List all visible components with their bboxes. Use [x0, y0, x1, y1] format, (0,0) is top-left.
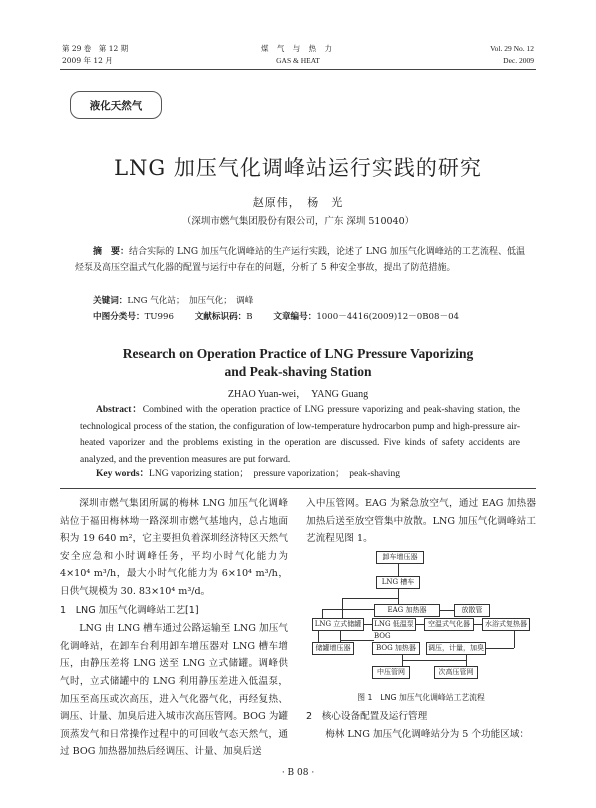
clc-value: TU996 — [144, 312, 174, 322]
line-reg-split — [402, 660, 466, 661]
page-number: · B 08 · — [281, 768, 315, 778]
line-tank-booster — [318, 630, 319, 642]
authors-cn: 赵原伟， 杨 光 — [252, 196, 344, 209]
abstract-en-label: Abstract： — [96, 405, 143, 415]
clc-label: 中图分类号： — [93, 312, 145, 322]
header-vol-en: Vol. 29 No. 12 — [490, 44, 534, 53]
box-unloader-booster: 卸车增压器 — [376, 551, 424, 564]
box-air-vaporizer: 空温式气化器 — [424, 618, 474, 631]
body-right-top — [306, 495, 536, 548]
body-right-para2: 梅林 LNG 加压气化调峰站分为 5 个功能区域： — [325, 728, 530, 740]
doc-label: 文献标识码： — [194, 312, 247, 322]
box-regulate: 调压，计量，加臭 — [426, 642, 486, 655]
section1-title: 1 LNG 加压气化调峰站工艺[1] — [60, 604, 199, 616]
article-value: 1000－4416(2009)12－0B08－04 — [316, 312, 460, 322]
keywords-en — [80, 466, 520, 483]
title-en-line2: and Peak-shaving Station — [224, 364, 372, 379]
keywords-cn-label: 关键词： — [93, 296, 128, 306]
line-tank-tanker — [342, 598, 398, 599]
box-lng-tanker: LNG 槽车 — [376, 576, 420, 589]
line-booster-tanker — [398, 563, 399, 577]
body-left-para1: 深圳市燃气集团所属的梅林 LNG 加压气化调峰站位于福田梅林坳一路深圳市燃气基地内，总占地面积为 19 640 m²，它主要担负着深圳经济特区天然气安全应急和小时调峰任务，平均小时气化能力为 4×10⁴ m³/h，最大小时气化能力为 6×10⁴ m³/h，日供气规模为 30. 83×10⁴ m³/d。 — [60, 498, 288, 597]
title-cn: LNG 加压气化调峰站运行实践的研究 — [114, 156, 482, 180]
header-date: 2009 年 12 月 — [62, 56, 113, 65]
line-bath-down — [514, 630, 515, 648]
header-date-en: Dec. 2009 — [503, 56, 534, 65]
header-rule — [60, 69, 536, 70]
line-reg-hp — [466, 654, 467, 666]
abstract-cn — [75, 244, 525, 276]
box-lng-tank: LNG 立式储罐 — [312, 618, 364, 631]
title-en-line1: Research on Operation Practice of LNG Pressure Vaporizing — [122, 346, 474, 361]
article-label: 文章编号： — [273, 312, 317, 322]
box-hp-network: 次高压管网 — [434, 666, 478, 679]
header-journal-cn: 煤 气 与 热 力 — [260, 44, 336, 53]
line-eag-vent — [440, 610, 454, 611]
line-tank-eag-h — [322, 609, 374, 610]
section-tag: 液化天然气 — [70, 91, 162, 119]
abstract-cn-text: 结合实际的 LNG 加压气化调峰站的生产运行实践，论述了 LNG 加压气化调峰站的工艺流程、低温烃泵及高压空温式气化器的配置与运行中存在的问题，分析了 5 种安全事故，提出了防范措施。 — [75, 247, 525, 273]
body-left — [60, 495, 288, 761]
keywords-en-text: LNG vaporizing station； pressure vaporization； peak-shaving — [149, 469, 400, 479]
box-mp-network: 中压管网 — [372, 666, 410, 679]
box-vent-pipe: 放散管 — [454, 604, 490, 617]
abstract-en-text: Combined with the operation practice of LNG pressure vaporizing and peak-shaving station, the technological process of the station, the configuration of low-temperature hydrocarbon pump and high-pressure air-heated vaporizer and the problems existing in the operation are discussed. Five kinds of safety accidents are analyzed, and the prevention measures are put forward. — [80, 405, 520, 465]
authors-en: ZHAO Yuan-wei， YANG Guang — [227, 389, 369, 400]
box-water-bath: 水浴式复热器 — [482, 618, 530, 631]
keywords-cn — [75, 293, 525, 309]
body-right-para1: 入中压管网。EAG 为紧急放空气，通过 EAG 加热器加热后送至放空管集中放散。LNG 加压气化调峰站工艺流程见图 1。 — [306, 498, 536, 545]
abstract-rule — [60, 488, 536, 489]
figure-caption: 图 1 LNG 加压气化调峰站工艺流程 — [357, 693, 485, 702]
header-journal-en: GAS & HEAT — [276, 56, 320, 65]
keywords-cn-text: LNG 气化站； 加压气化； 调峰 — [127, 296, 254, 306]
label-bog: BOG — [374, 632, 391, 640]
abstract-en — [80, 402, 520, 468]
body-right-bottom — [306, 708, 536, 743]
line-bog-label — [340, 640, 374, 641]
box-storage-booster: 储罐增压器 — [312, 642, 354, 655]
header-volume: 第 29 卷 第 12 期 — [62, 44, 129, 53]
doc-value: B — [246, 312, 253, 322]
box-eag-heater: EAG 加热器 — [374, 604, 440, 617]
affiliation-cn: （深圳市燃气集团股份有限公司，广东 深圳 510040） — [181, 216, 415, 227]
classification — [75, 309, 525, 325]
abstract-cn-label: 摘 要： — [93, 247, 130, 257]
box-bog-heater: BOG 加热器 — [372, 642, 420, 655]
keywords-en-label: Key words： — [96, 469, 150, 479]
body-left-para2: LNG 由 LNG 槽车通过公路运输至 LNG 加压气化调峰站，在卸车台利用卸车增压器对 LNG 槽车增压，由静压差将 LNG 送至 LNG 立式储罐。调峰供气时，立式储罐中的 LNG 利用静压差进入低温泵，加压至高压或次高压，进入气化器气化，再经复热、调压、计量、加臭后进入城市次高压管网。BOG 为罐顶蒸发气和日常操作过程中的可回收气态天然气，通过 BOG 加热器加热后经调压、计量、加臭后送 — [60, 623, 288, 758]
box-lng-pump: LNG 低温泵 — [372, 618, 416, 631]
section2-title: 2 核心设备配置及运行管理 — [306, 711, 428, 722]
